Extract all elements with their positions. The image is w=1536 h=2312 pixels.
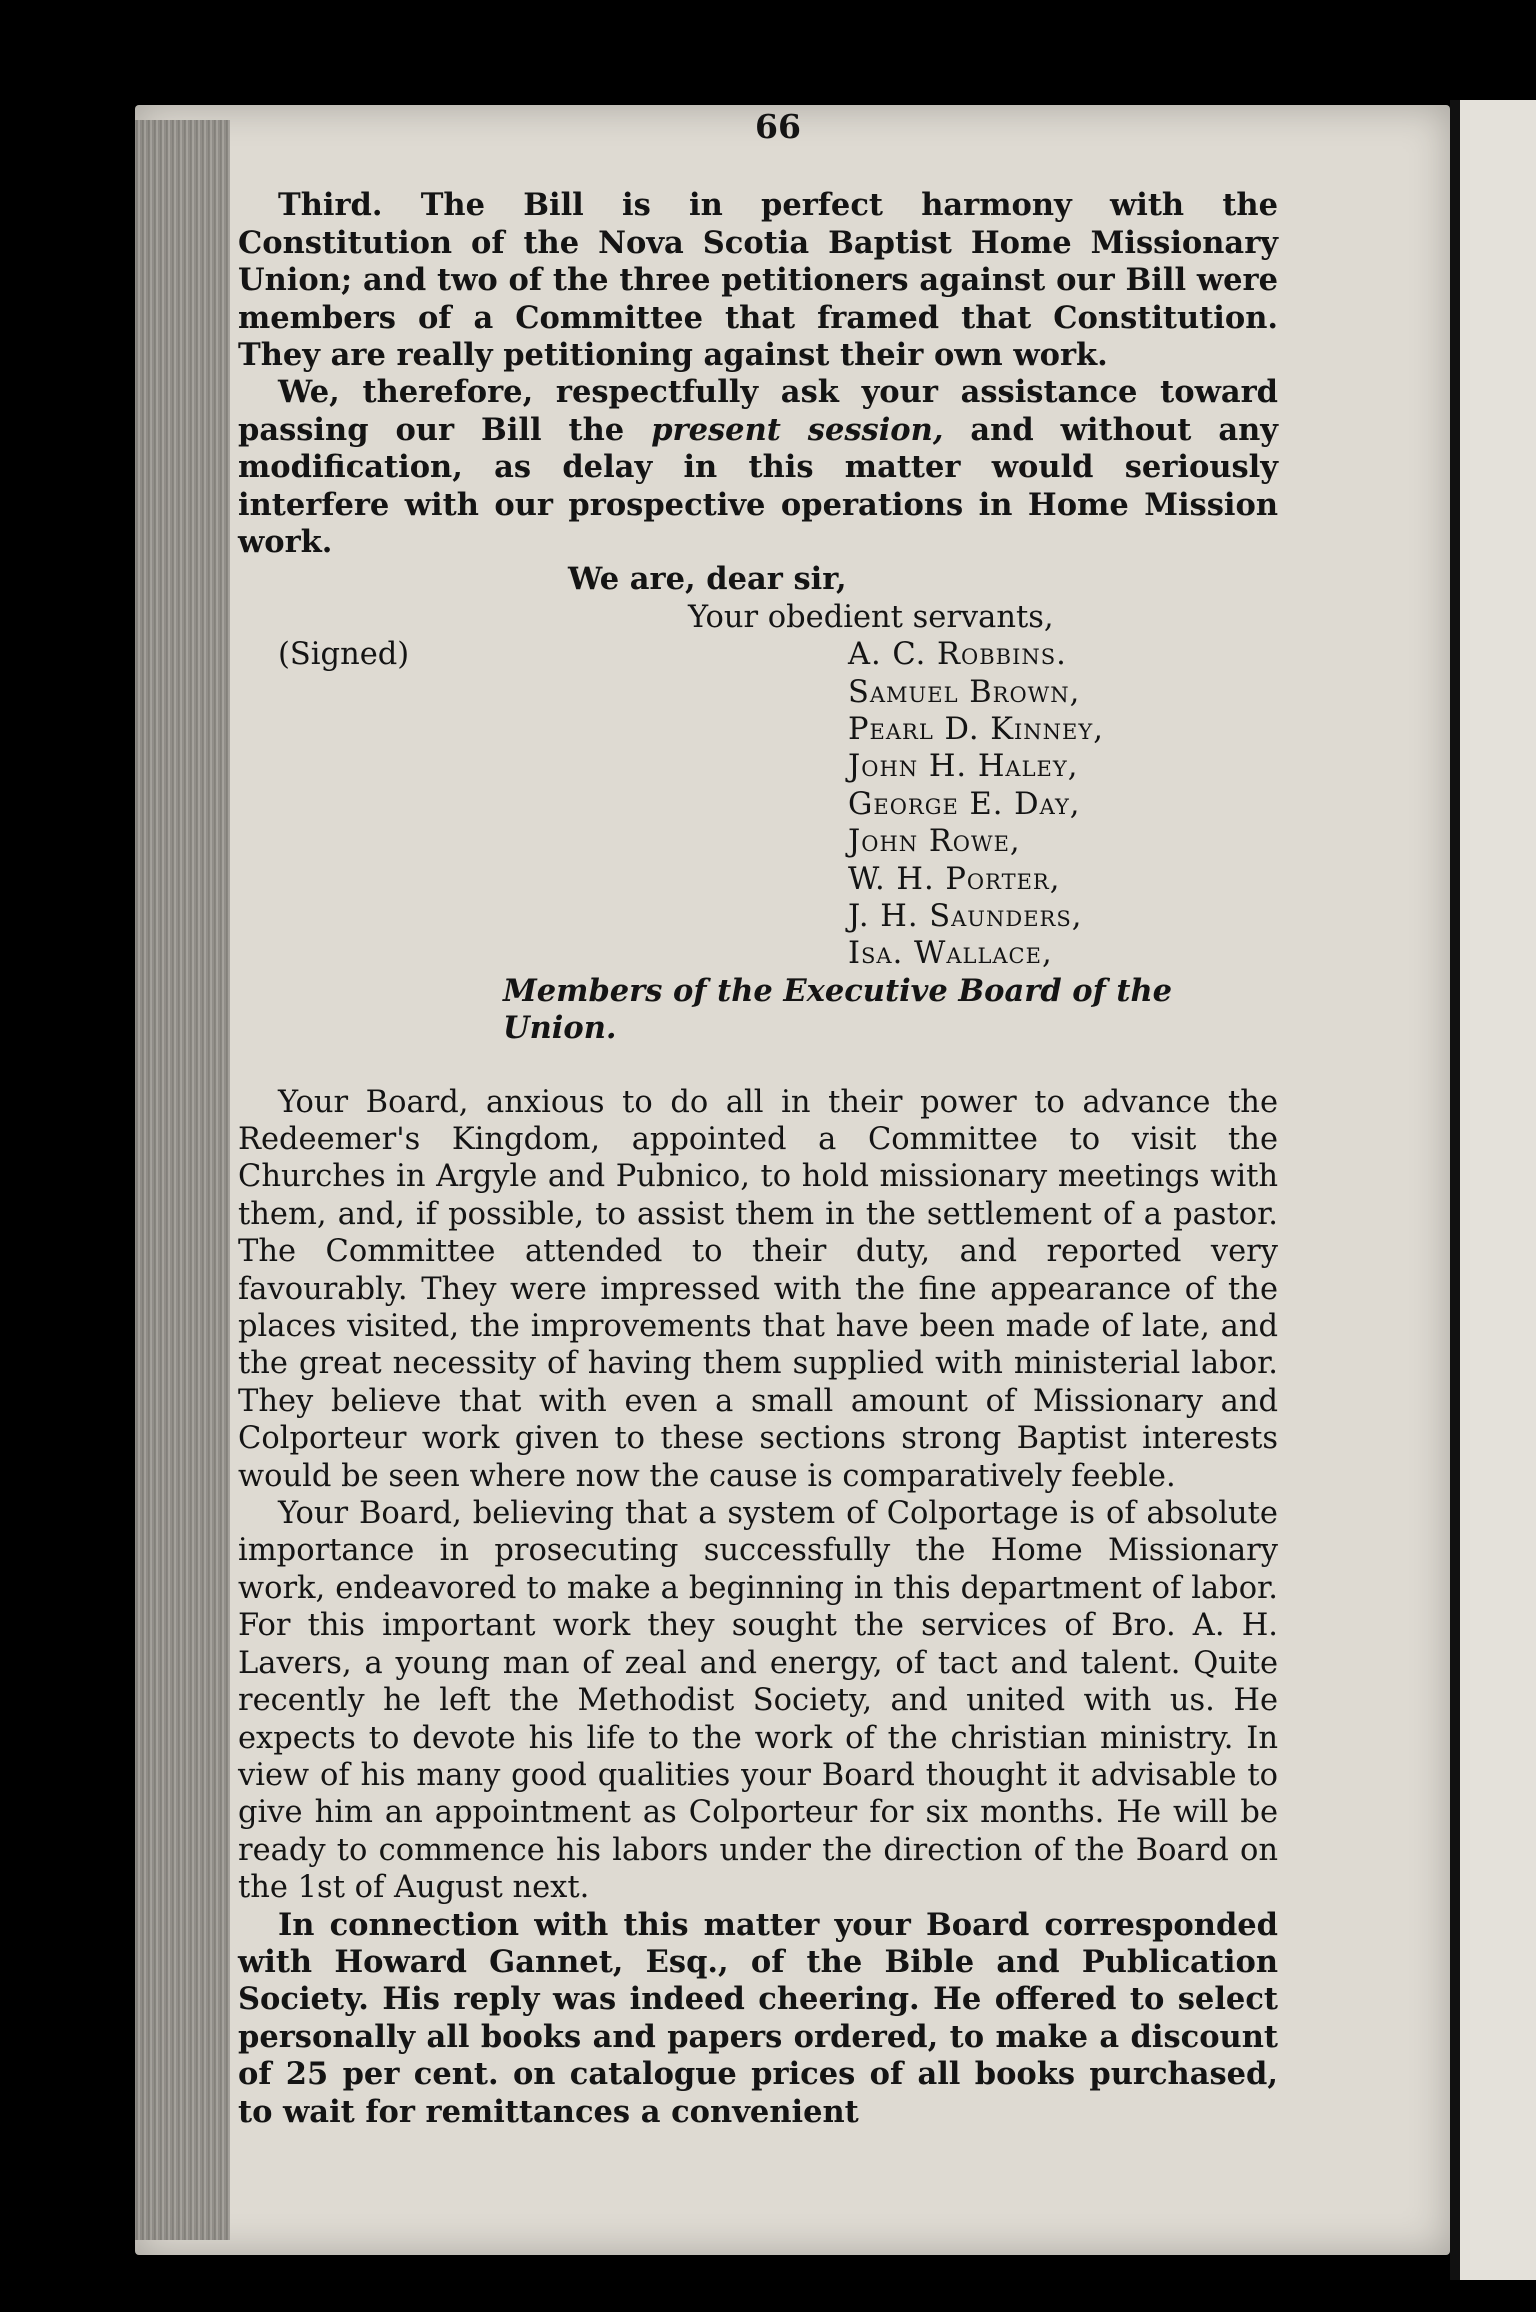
page-number: 66 (755, 107, 801, 146)
request-text-end: and without any modification, as delay in this matter would seriously interfere with our prospective operations in Home Mission work. (238, 411, 1278, 561)
paragraph-colportage: Your Board, believing that a system of Colportage is of absolute importance in prosecuting successfully the Home Missionary work, endeavored to make a beginning in this department of labor. For this important work they sought the services of Bro. A. H. Lavers, a young man of zeal and energy, of tact and talent. Quite recently he left the Methodist Society, and united with us. He expects to devote his life to the work of the christian ministry. In view of his many good qualities your Board thought it advisable to give him an appointment as Colporteur for six months. He will be ready to commence his labors under the direction of the Board on the 1st of August next. (238, 1496, 1278, 1906)
request-emphasis: present session, (651, 411, 944, 448)
signatory-name: Pearl D. Kinney, (848, 712, 1104, 748)
paragraph-third-point: Third. The Bill is in perfect harmony with the Constitution of the Nova Scotia Baptist Home Missionary Union; and two of the three petitioners against our Bill were members of a Committee that framed that Constitution. They are really petitioning against their own work. (238, 187, 1278, 374)
board-caption: Members of the Executive Board of the Union. (503, 972, 1173, 1047)
signatory-name: John Rowe, (848, 824, 1021, 860)
signatory-name: John H. Haley, (848, 749, 1079, 785)
signed-label: (Signed) (278, 637, 410, 673)
request-text-start: We, therefore, respectfully ask your assistance toward passing our Bill the (238, 374, 1278, 448)
signatory-name: Samuel Brown, (848, 674, 1081, 710)
closing-salutation: We are, dear sir, (568, 561, 847, 598)
signatory-name: George E. Day, (848, 786, 1081, 822)
signatory-name: A. C. Robbins. (848, 637, 1067, 673)
page-edge-shadow (1450, 100, 1460, 2280)
paragraph-publication-society: In connection with this matter your Board corresponded with Howard Gannet, Esq., of the Bible and Publication Society. His reply was indeed cheering. He offered to select personally all books and papers ordered, to make a discount of 25 per cent. on catalogue prices of all books purchased, to wait for remittances a convenient (238, 1906, 1278, 2130)
signature-first-row (238, 636, 1278, 673)
closing-servants: Your obedient servants, (688, 599, 1054, 635)
signatory-name: Isa. Wallace, (848, 936, 1053, 972)
paragraph-request (238, 374, 1278, 561)
paragraph-committee-visit: Your Board, anxious to do all in their power to advance the Redeemer's Kingdom, appointed a Committee to visit the Churches in Argyle and Pubnico, to hold missionary meetings with them, and, if possible, to assist them in the settlement of a pastor. The Committee attended to their duty, and reported very favourably. They were impressed with the fine appearance of the places visited, the improvements that have been made of late, and the great necessity of having them supplied with ministerial labor. They believe that with even a small amount of Missionary and Colporteur work given to these sections strong Baptist interests would be seen where now the cause is comparatively feeble. (238, 1084, 1278, 1494)
page-text (238, 108, 1278, 2131)
signatory-name: J. H. Saunders, (848, 899, 1083, 935)
book-gutter (135, 120, 230, 2240)
signatory-name: W. H. Porter, (848, 861, 1061, 897)
adjacent-page-strip (1460, 100, 1536, 2280)
